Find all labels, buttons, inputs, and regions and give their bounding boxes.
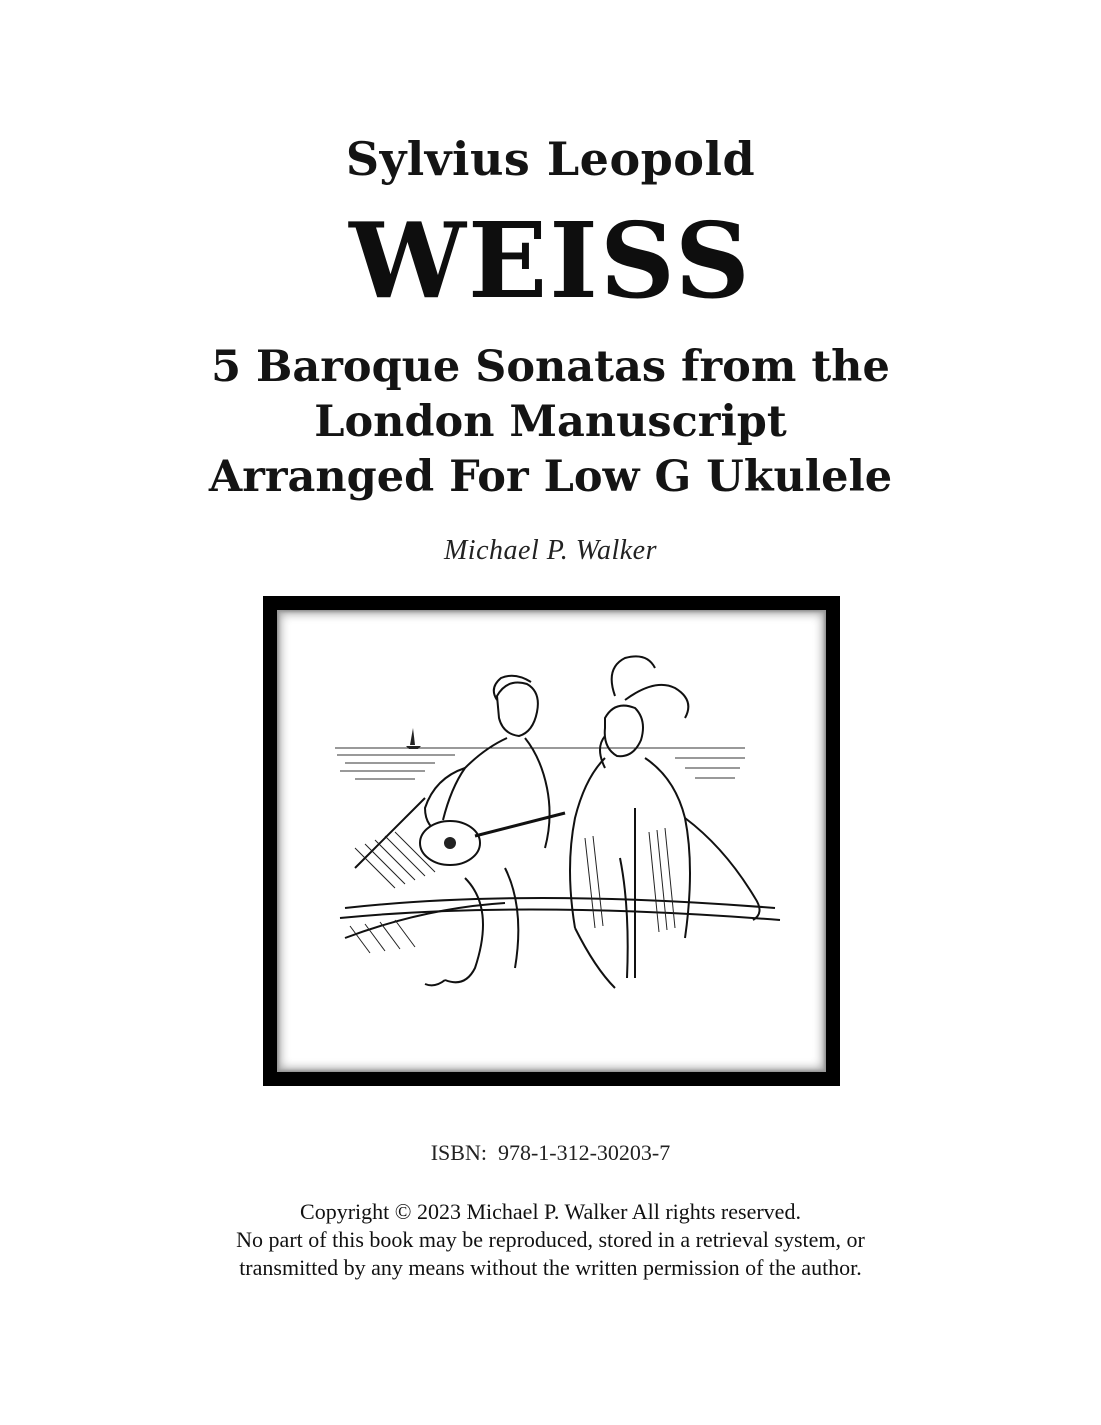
lute-icon: [420, 813, 565, 865]
book-subtitle: [0, 340, 1101, 505]
copyright-line: Copyright © 2023 Michael P. Walker All rights reserved.: [300, 1199, 801, 1224]
sailboat-icon: [406, 728, 421, 749]
copyright-line: transmitted by any means without the written permission of the author.: [239, 1255, 862, 1280]
isbn-number: ISBN: 978-1-312-30203-7: [430, 1140, 671, 1165]
illustration-mat: [275, 608, 828, 1074]
subtitle-line: 5 Baroque Sonatas from the: [211, 342, 890, 392]
copyright-notice: [0, 1198, 1101, 1282]
composer-first-name: Sylvius Leopold: [345, 132, 756, 186]
illustration-frame: [263, 596, 840, 1086]
subtitle-line: London Manuscript: [314, 397, 787, 447]
subtitle-line: Arranged For Low G Ukulele: [208, 452, 893, 502]
boat-hull-icon: [340, 798, 780, 938]
author-name: Michael P. Walker: [443, 535, 658, 566]
copyright-line: No part of this book may be reproduced, stored in a retrieval system, or: [236, 1227, 865, 1252]
woman-figure-icon: [570, 656, 760, 988]
composer-last-name: WEISS: [349, 199, 752, 322]
dress-shading-icon: [585, 828, 675, 932]
lute-player-engraving-icon: [275, 608, 828, 1074]
